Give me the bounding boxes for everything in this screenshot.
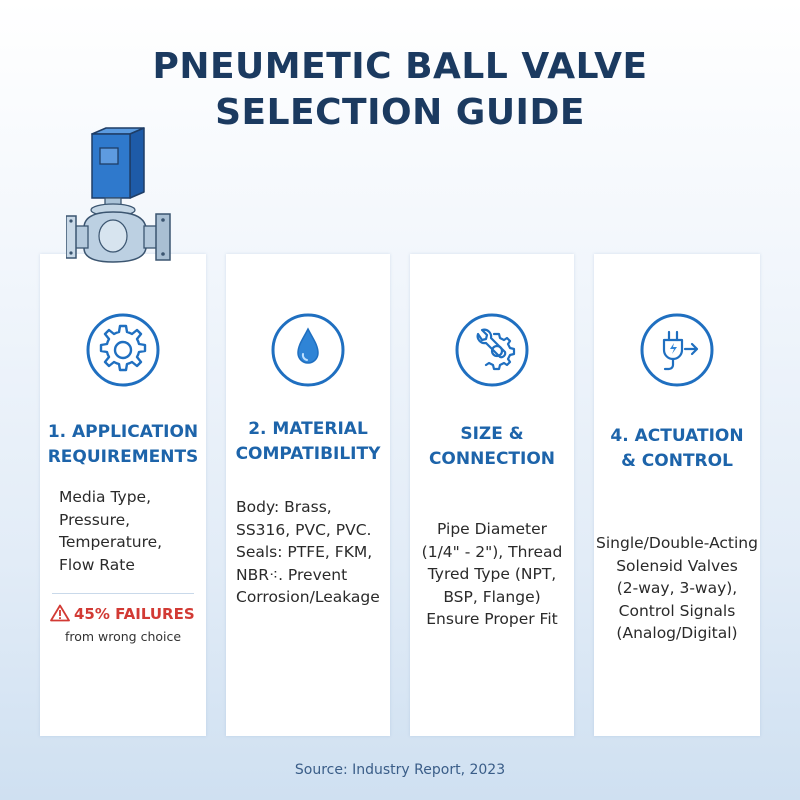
card-body-line: Pressure, <box>59 510 131 529</box>
divider <box>52 593 194 594</box>
card-body-line: NBR⁖. Prevent <box>236 565 348 584</box>
card-body <box>59 486 162 576</box>
card-title <box>230 417 386 467</box>
card-title-line: 4. ACTUATION <box>610 426 744 446</box>
warning-triangle-icon <box>50 604 70 622</box>
card-body-line: SS316, PVC, PVC. <box>236 520 372 539</box>
card-size-connection <box>410 254 574 736</box>
water-drop-icon <box>270 312 346 388</box>
card-actuation-control <box>594 254 760 736</box>
page-title <box>0 44 800 136</box>
card-body <box>410 518 574 631</box>
card-body <box>236 496 380 609</box>
card-application-requirements <box>40 254 206 736</box>
warning-subtext: from wrong choice <box>64 629 182 644</box>
page-title-line-1: PNEUMETIC BALL VALVE <box>152 46 648 87</box>
card-body-line: Control Signals <box>618 601 736 620</box>
card-body-line: Single/Double-Acting <box>596 534 758 552</box>
pneumatic-ball-valve-illustration <box>66 126 172 276</box>
source-citation: Source: Industry Report, 2023 <box>294 762 506 778</box>
card-body-line: (Analog/Digital) <box>616 624 738 642</box>
card-title-line: COMPATIBILITY <box>235 444 381 464</box>
warning-text: 45% FAILURES <box>74 605 195 623</box>
card-body-line: Body: Brass, <box>236 498 332 516</box>
card-material-compatibility <box>226 254 390 736</box>
wrench-gear-icon <box>454 312 530 388</box>
card-body-line: Corrosion/Leakage <box>236 588 380 606</box>
card-title <box>44 420 202 470</box>
card-body-line: Temperature, <box>59 533 163 551</box>
card-body-line: Pipe Diameter <box>437 520 547 538</box>
card-title <box>414 422 570 472</box>
card-body-line: Seals: PTFE, FKM, <box>236 543 373 561</box>
card-body-line: (1/4" - 2"), Thread <box>421 542 563 561</box>
failure-warning <box>50 603 200 625</box>
card-body-line: Media Type, <box>59 488 152 506</box>
page-title-line-2: SELECTION GUIDE <box>215 92 585 133</box>
card-title-line: & CONTROL <box>621 451 733 471</box>
card-body-line: Solenɘid Valves <box>616 556 738 575</box>
card-body-line: Tyred Type (NPT, <box>427 565 557 583</box>
card-title-line: 1. APPLICATION <box>47 422 199 442</box>
card-body-line: Flow Rate <box>59 555 135 574</box>
card-title-line: CONNECTION <box>428 449 556 469</box>
card-body-line: BSP, Flange) <box>443 587 541 606</box>
card-title-line: SIZE & <box>460 424 524 444</box>
card-title-line: 2. MATERIAL <box>248 419 368 439</box>
card-title-line: REQUIREMENTS <box>47 447 199 467</box>
card-body-line: (2-way, 3-way), <box>616 579 738 597</box>
card-body-line: Ensure Proper Fit <box>426 610 558 628</box>
plug-arrow-icon <box>639 312 715 388</box>
gear-icon <box>85 312 161 388</box>
card-body <box>594 532 760 645</box>
card-title <box>598 424 756 474</box>
